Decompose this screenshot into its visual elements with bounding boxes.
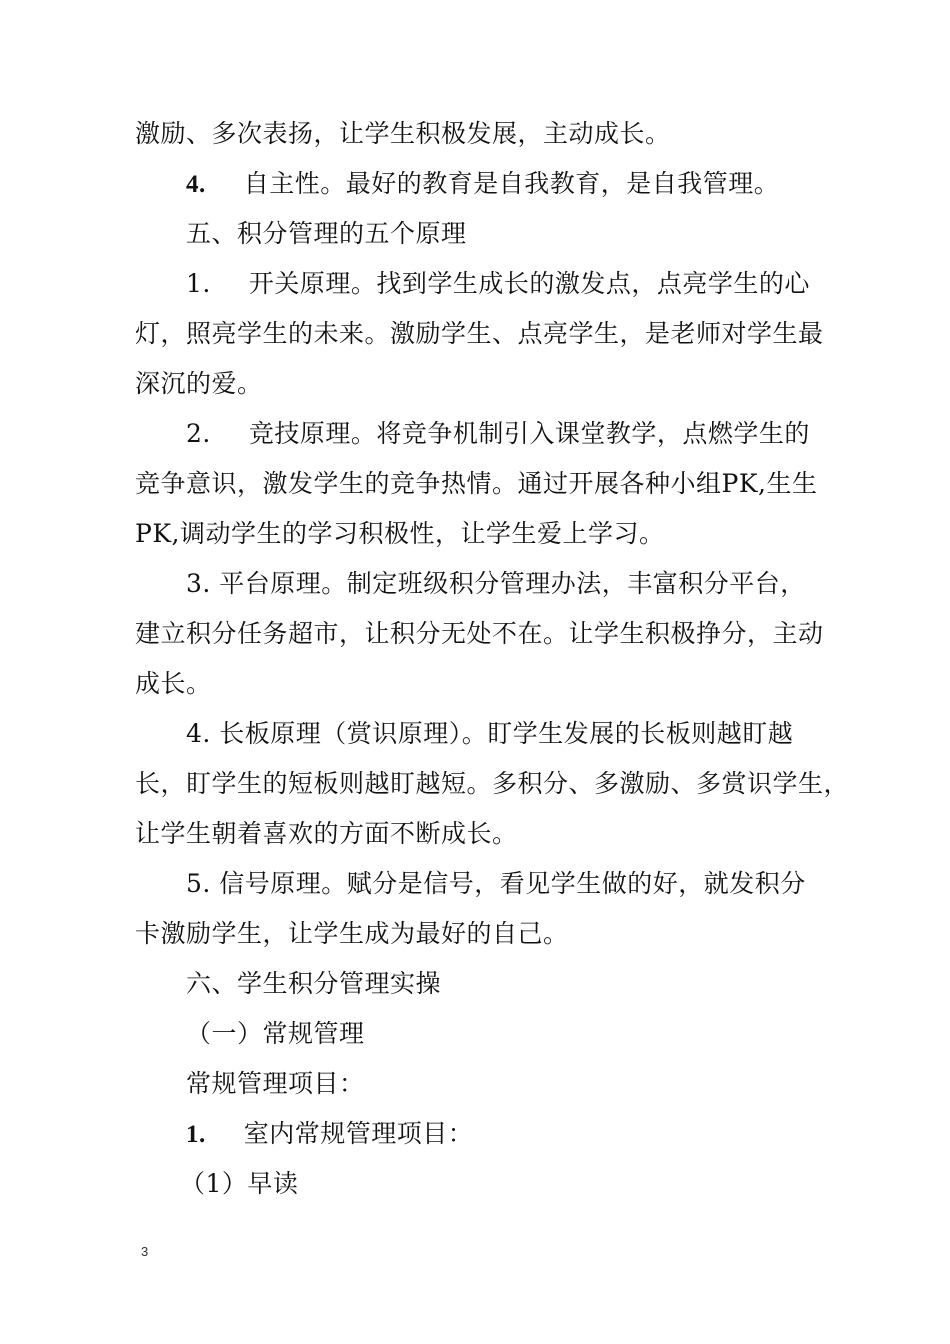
list-number: 2. bbox=[186, 419, 211, 448]
line-text: 六、学生积分管理实操 bbox=[186, 969, 442, 998]
paragraph-line bbox=[135, 319, 824, 349]
line-text: 深沉的爱。 bbox=[135, 369, 263, 398]
line-text: 开关原理。找到学生成长的激发点，点亮学生的心 bbox=[248, 269, 810, 298]
line-text: 室内常规管理项目： bbox=[243, 1119, 474, 1148]
paragraph-line bbox=[186, 1069, 365, 1099]
list-item-line bbox=[186, 169, 779, 200]
line-text: 自主性。最好的教育是自我教育，是自我管理。 bbox=[243, 169, 780, 198]
paragraph-line bbox=[180, 1169, 298, 1199]
section-heading bbox=[186, 219, 467, 249]
line-text: （1）早读 bbox=[180, 1169, 299, 1198]
line-text: 让学生朝着喜欢的方面不断成长。 bbox=[135, 819, 518, 848]
paragraph-line bbox=[135, 769, 849, 799]
list-number: 1. bbox=[186, 1121, 206, 1148]
line-text: 灯，照亮学生的未来。激励学生、点亮学生，是老师对学生最 bbox=[135, 319, 824, 348]
line-text: 长，盯学生的短板则越盯越短。多积分、多激励、多赏识学生， bbox=[135, 769, 850, 798]
line-text: 成长。 bbox=[135, 669, 212, 698]
paragraph-line bbox=[186, 869, 806, 899]
line-text: 4. 长板原理（赏识原理）。盯学生发展的长板则越盯越 bbox=[186, 719, 794, 748]
list-item-line bbox=[186, 419, 810, 449]
paragraph-line bbox=[135, 519, 664, 549]
line-text: 建立积分任务超市，让积分无处不在。让学生积极挣分，主动 bbox=[135, 619, 824, 648]
list-number: 1. bbox=[186, 269, 211, 298]
paragraph-line bbox=[186, 719, 793, 749]
line-text: 卡激励学生，让学生成为最好的自己。 bbox=[135, 919, 569, 948]
line-text: 激励、多次表扬，让学生积极发展，主动成长。 bbox=[135, 119, 671, 148]
paragraph-line bbox=[135, 919, 569, 949]
paragraph-line bbox=[135, 819, 518, 849]
list-item-line bbox=[186, 1119, 473, 1150]
line-text: PK,调动学生的学习积极性，让学生爱上学习。 bbox=[135, 519, 665, 548]
subsection-heading bbox=[186, 1019, 365, 1049]
line-text: 5. 信号原理。赋分是信号，看见学生做的好，就发积分 bbox=[186, 869, 806, 898]
list-item-line bbox=[186, 269, 810, 299]
paragraph-line bbox=[186, 569, 806, 599]
list-number: 4. bbox=[186, 171, 206, 198]
paragraph-line bbox=[135, 669, 212, 699]
line-text: 常规管理项目： bbox=[186, 1069, 365, 1098]
paragraph-line bbox=[135, 619, 824, 649]
line-text: 竞技原理。将竞争机制引入课堂教学，点燃学生的 bbox=[248, 419, 810, 448]
line-text: （一）常规管理 bbox=[186, 1019, 365, 1048]
page-number: 3 bbox=[141, 1244, 149, 1259]
line-text: 3. 平台原理。制定班级积分管理办法，丰富积分平台， bbox=[186, 569, 806, 598]
paragraph-line bbox=[135, 369, 263, 399]
paragraph-line bbox=[135, 469, 817, 499]
section-heading bbox=[186, 969, 441, 999]
paragraph-line bbox=[135, 119, 671, 149]
line-text: 五、积分管理的五个原理 bbox=[186, 219, 467, 248]
line-text: 竞争意识，激发学生的竞争热情。通过开展各种小组PK,生生 bbox=[135, 469, 818, 498]
